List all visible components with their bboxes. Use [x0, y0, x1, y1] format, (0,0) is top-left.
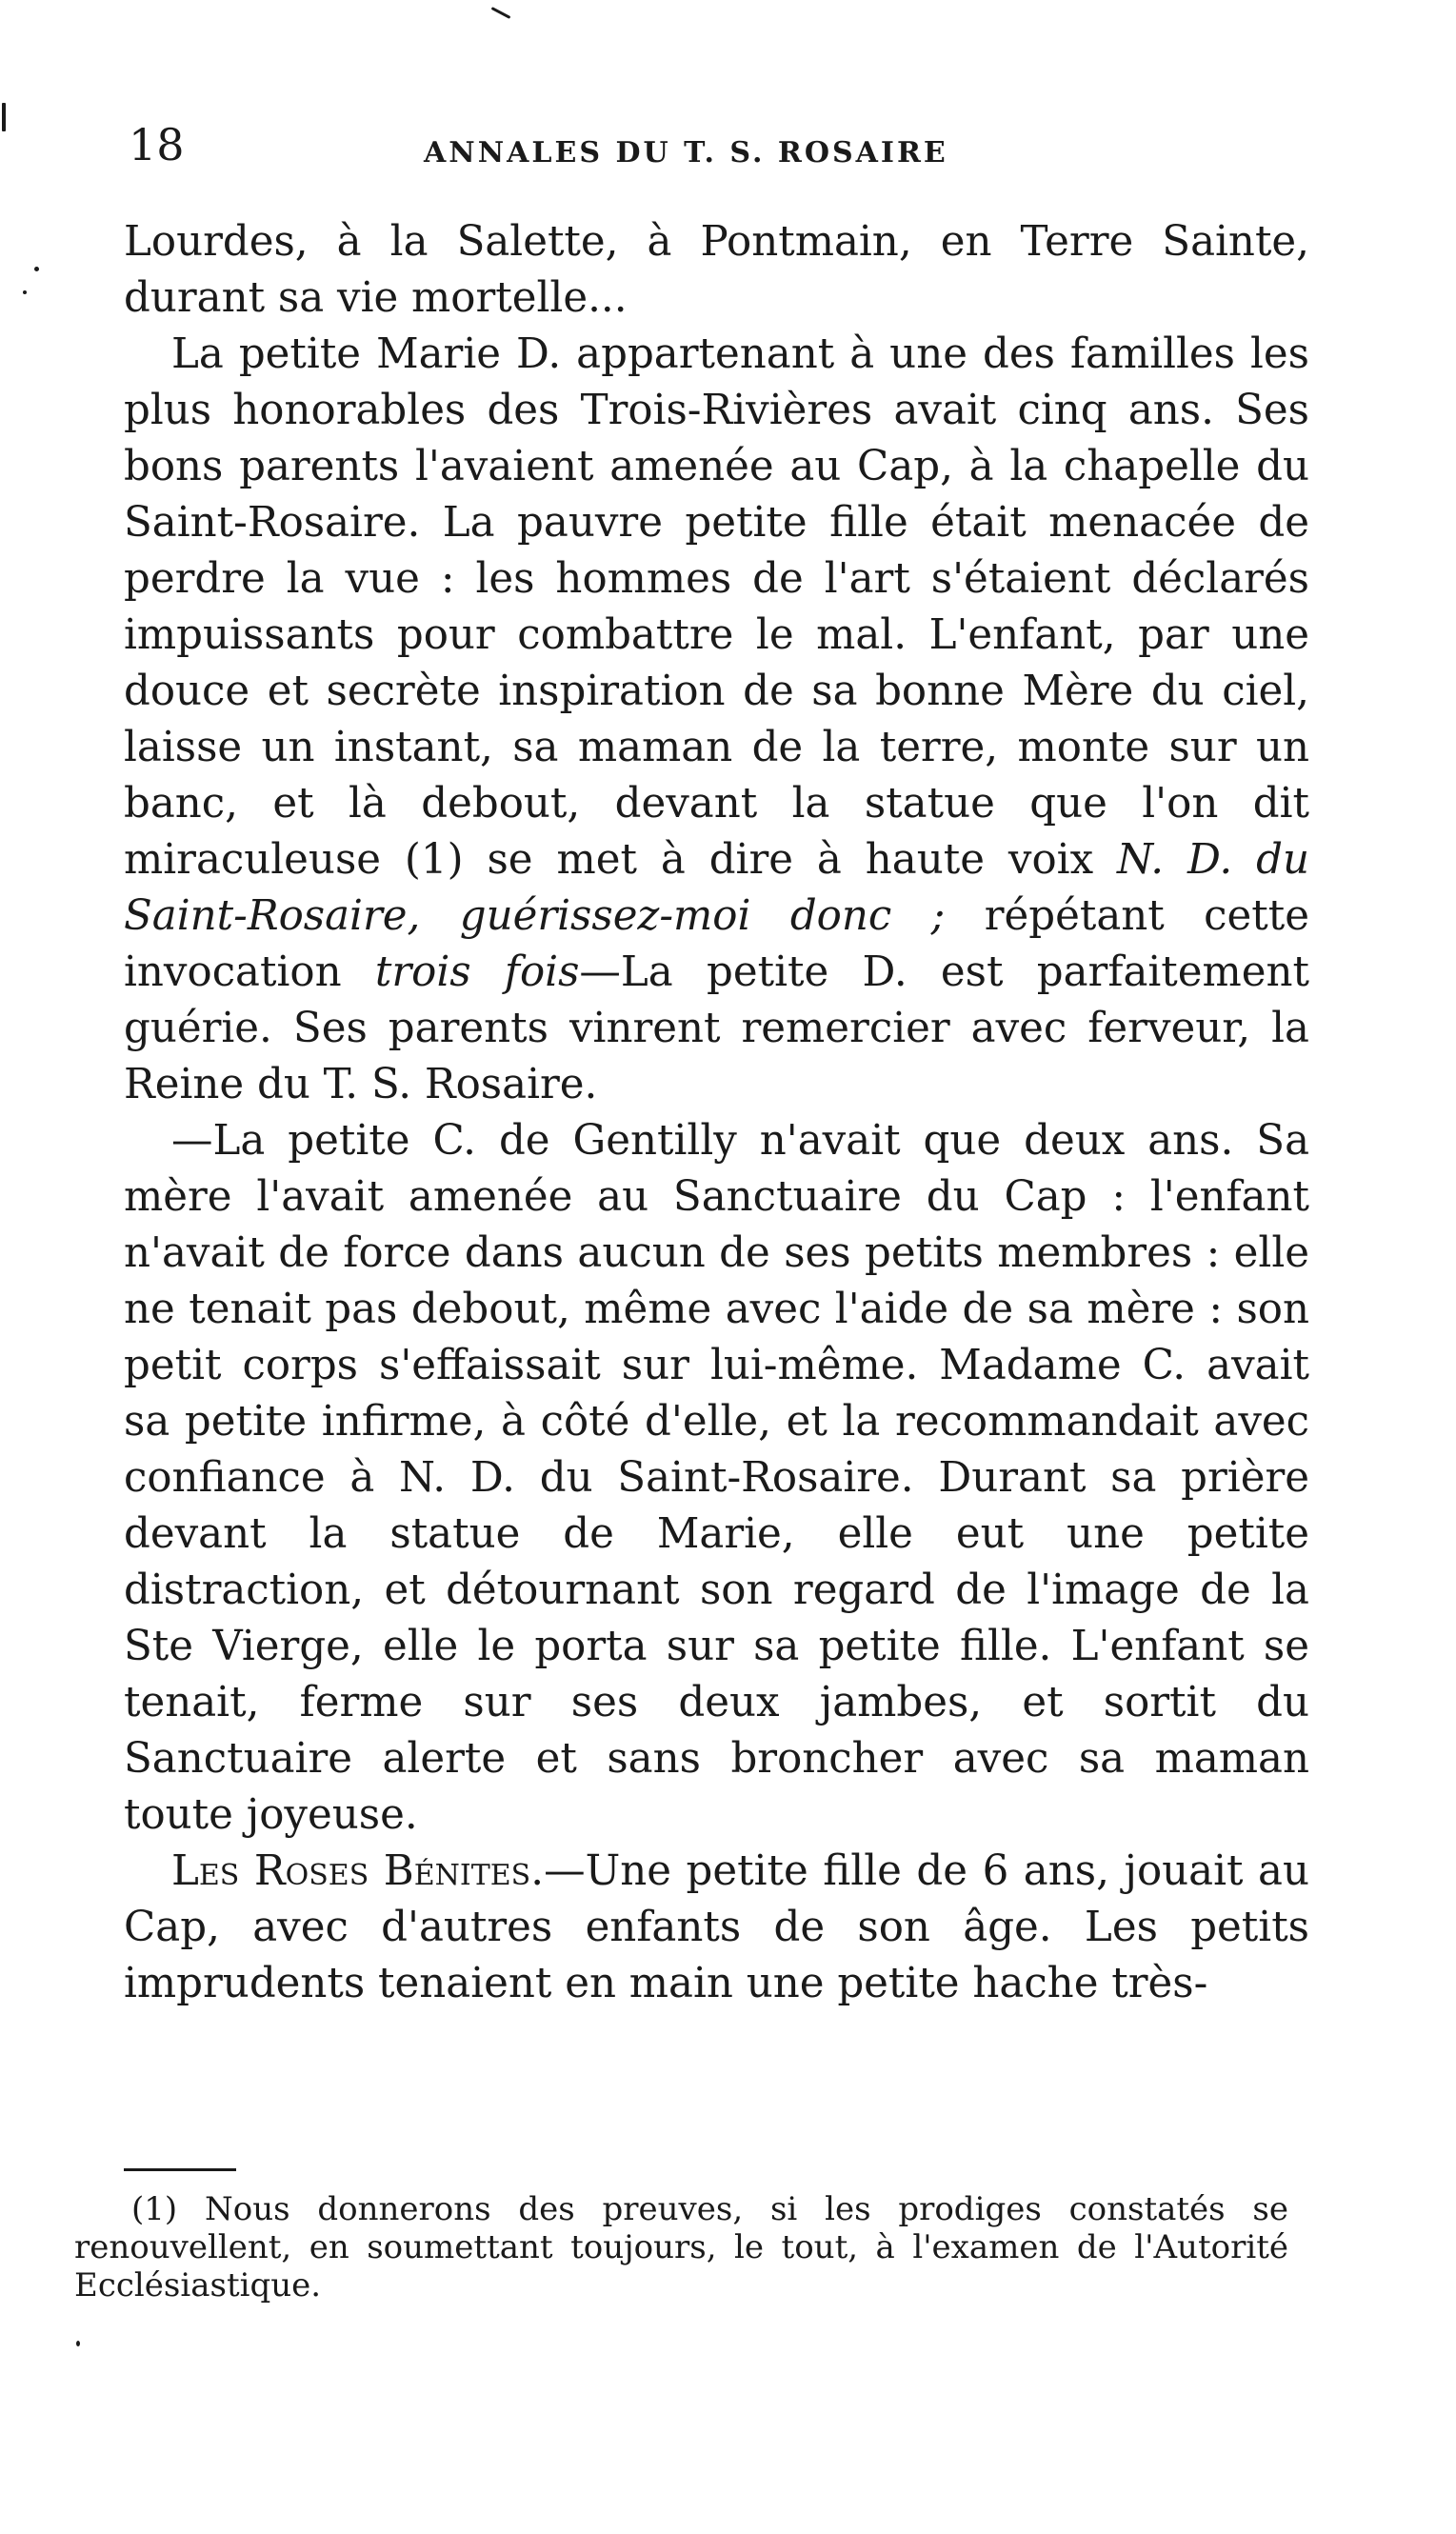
paragraph	[124, 327, 1309, 1113]
ink-speck	[34, 267, 39, 271]
footnote-text: (1) Nous donnerons des preuves, si les prodiges constatés se renouvellent, en soumettant toujours, le tout, à l'examen de l'Autorité Ecclésiastique.	[74, 2190, 1288, 2305]
invocation-text: N. D. du Saint-Rosaire, guérissez-moi donc ;	[124, 836, 1309, 940]
paragraph: —La petite C. de Gentilly n'avait que deux ans. Sa mère l'avait amenée au Sanctuaire du Cap : l'enfant n'avait de force dans aucun de ses petits membres : elle ne tenait pas debout, même avec l'aide de sa mère : son petit corps s'effaissait sur lui-même. Madame C. avait sa petite infirme, à côté d'elle, et la recommandait avec confiance à N. D. du Saint-Rosaire. Durant sa prière devant la statue de Marie, elle eut une petite distraction, et détournant son regard de l'image de la Ste Vierge, elle le porta sur sa petite fille. L'enfant se tenait, ferme sur ses deux jambes, et sortit du Sanctuaire alerte et sans broncher avec sa maman toute joyeuse.	[124, 1117, 1309, 1839]
ink-speck	[2, 103, 6, 131]
paragraph	[124, 1844, 1309, 2012]
running-head: ANNALES DU T. S. ROSAIRE	[424, 136, 948, 170]
paragraph-text: répétant cette invocation	[124, 892, 1309, 996]
footnote-rule	[124, 2168, 236, 2171]
paragraph: Lourdes, à la Salette, à Pontmain, en Terre Sainte, durant sa vie mortelle...	[124, 218, 1309, 322]
ink-speck	[23, 290, 27, 294]
body-text	[124, 214, 1309, 2012]
ink-speck	[76, 2341, 80, 2346]
section-heading: Les Roses Bénites.	[171, 1847, 545, 1895]
footnote	[74, 2190, 1288, 2305]
paragraph-text: —La petite D. est parfaitement guérie. Ses parents vinrent remercier avec ferveur, la Reine du T. S. Rosaire.	[124, 948, 1309, 1108]
ink-speck	[491, 7, 511, 19]
page-header	[129, 119, 1328, 186]
page-number: 18	[129, 119, 185, 170]
paragraph-text: —Une petite fille de 6 ans, jouait au Cap, avec d'autres enfants de son âge. Les petits imprudents tenaient en main une petite hache très-	[124, 1847, 1309, 2007]
emphasis-text: trois fois	[374, 948, 580, 996]
paragraph-text: La petite Marie D. appartenant à une des familles les plus honorables des Trois-Rivières avait cinq ans. Ses bons parents l'avaient amenée au Cap, à la chapelle du Saint-Rosaire. La pauvre petite fille était menacée de perdre la vue : les hommes de l'art s'étaient déclarés impuissants pour combattre le mal. L'enfant, par une douce et secrète inspiration de sa bonne Mère du ciel, laisse un instant, sa maman de la terre, monte sur un banc, et là debout, devant la statue que l'on dit miraculeuse (1) se met à dire à haute voix	[124, 330, 1309, 884]
